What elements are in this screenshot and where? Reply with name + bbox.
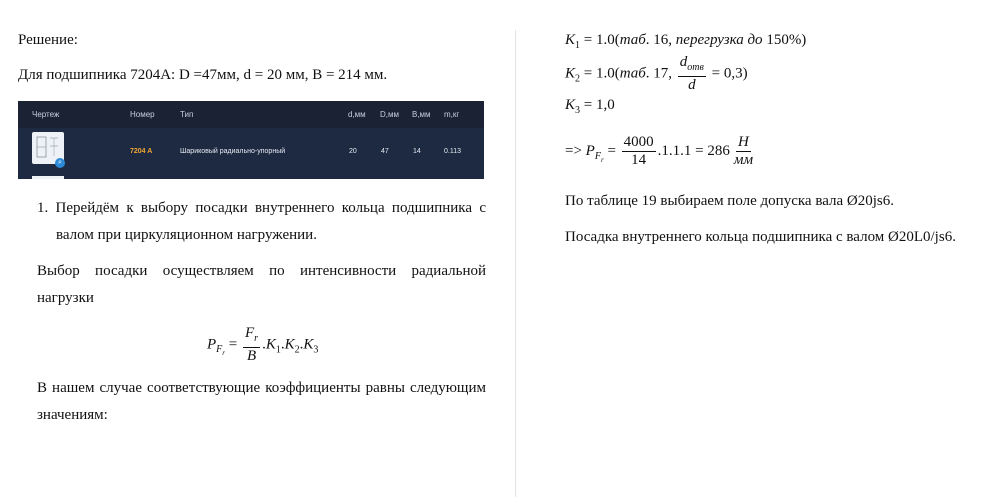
k2-equation: $K_2 = 1.0(таб$. 17, $\frac{d_{отв}}{d}$ = 0,3)	[565, 54, 748, 93]
th-number: Номер	[130, 110, 155, 119]
k1-equation: $K_1 = 1.0(таб$. 16, перегрузка до 150%)	[565, 32, 807, 51]
k2-fraction: $\frac{d_{отв}}{d}$	[679, 54, 704, 93]
th-drawing: Чертеж	[32, 110, 60, 119]
tolerance-field-line: По таблице 19 выбираем поле допуска вала Ø20js6.	[565, 193, 894, 209]
formula-fraction: $\frac{F_r}{B}$	[244, 325, 259, 364]
thumbnail-tab	[32, 176, 64, 179]
th-B: B,мм	[412, 110, 431, 119]
list-item-1-line2: валом при циркуляционном нагружении.	[56, 227, 317, 243]
td-type: Шариковый радиально-упорный	[180, 148, 286, 155]
k3-equation: $K_3 = 1,0$	[565, 97, 615, 116]
td-D: 47	[381, 148, 389, 155]
column-divider	[515, 30, 516, 497]
list-item-1-line1: 1. Перейдём к выбору посадки внутреннего кольца подшипника с	[37, 200, 486, 216]
paragraph-2-line1: В нашем случае соответствующие коэффициенты равны следующим	[37, 380, 486, 396]
pf-unit-fraction: $\frac{H}{мм}$	[733, 134, 754, 168]
th-m: m,кг	[444, 110, 460, 119]
td-B: 14	[413, 148, 421, 155]
paragraph-1-line1: Выбор посадки осуществляем по интенсивности радиальной	[37, 263, 486, 279]
bearing-dimensions-line: Для подшипника 7204А: D =47мм, d = 20 мм, В = 214 мм.	[18, 67, 388, 83]
th-type: Тип	[180, 110, 194, 119]
load-intensity-formula: $P_{F_r}$ = $\frac{F_r}{B}$ $.K_1.K_2.K_3$	[207, 325, 319, 364]
paragraph-1-line2: нагрузки	[37, 290, 94, 306]
bearing-table-image	[18, 101, 484, 179]
pf-result-equation: => $P_{F_r}$ = $\frac{4000}{14}$ .1.1.1 = 286 $\frac{H}{мм}$	[565, 134, 754, 168]
zoom-icon[interactable]: ⌕	[55, 158, 65, 168]
td-number: 7204 A	[130, 148, 153, 155]
td-d: 20	[349, 148, 357, 155]
fit-line: Посадка внутреннего кольца подшипника с валом Ø20L0/js6.	[565, 229, 956, 245]
paragraph-2-line2: значениям:	[37, 407, 108, 423]
th-D: D,мм	[380, 110, 399, 119]
heading-solution: Решение:	[18, 32, 78, 48]
td-m: 0.113	[444, 148, 461, 155]
pf-fraction: $\frac{4000}{14}$	[623, 134, 654, 168]
th-d: d,мм	[348, 110, 366, 119]
